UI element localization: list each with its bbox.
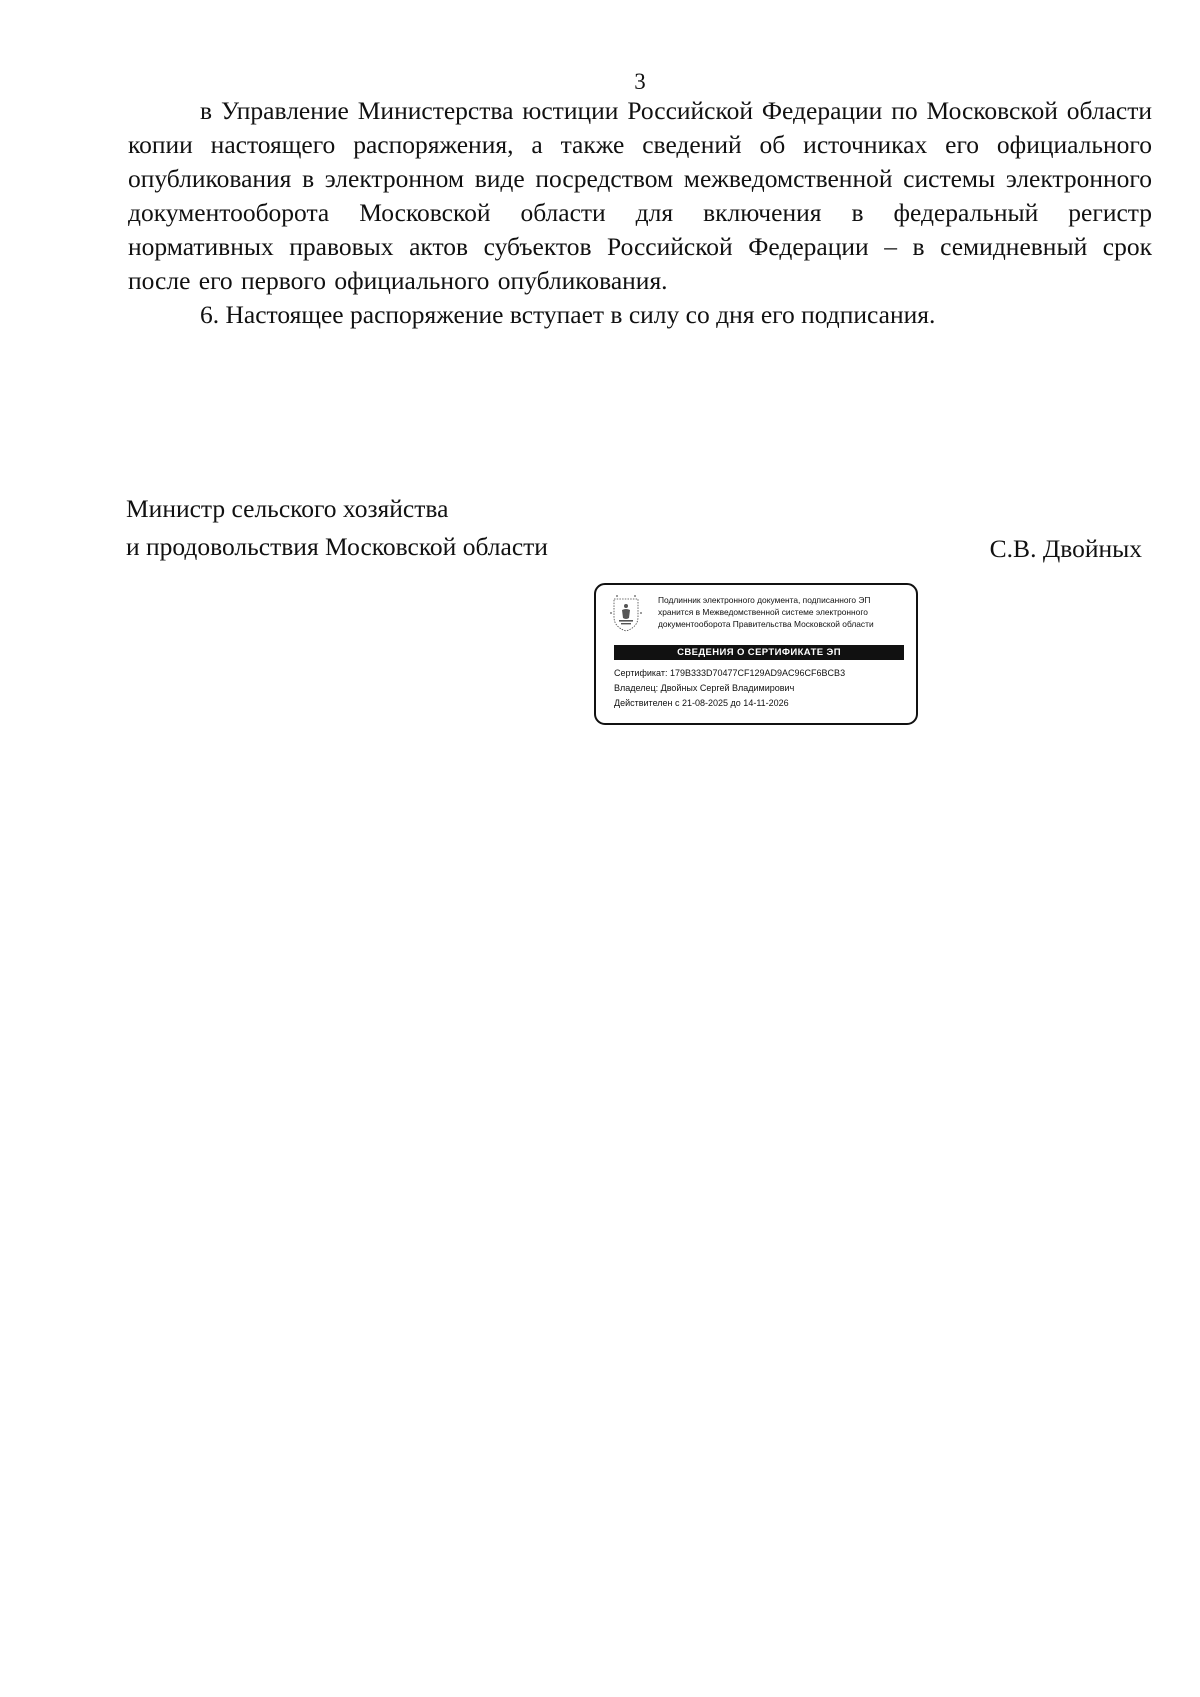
stamp-header-line-3: документооборота Правительства Московской области (658, 619, 874, 629)
stamp-header-line-1: Подлинник электронного документа, подписанного ЭП (658, 595, 871, 605)
signatory-title (126, 490, 548, 566)
certificate-number: Сертификат: 179B333D70477CF129AD9AC96CF6BCB3 (614, 668, 846, 678)
paragraph-effective-date: 6. Настоящее распоряжение вступает в силу со дня его подписания. (200, 300, 936, 329)
page-number: 3 (634, 69, 646, 94)
moscow-region-coat-of-arms-icon (608, 593, 644, 633)
electronic-signature-stamp (594, 583, 918, 725)
signatory-title-line-2: и продовольствия Московской области (126, 532, 548, 561)
certificate-validity: Действителен с 21-08-2025 до 14-11-2026 (614, 698, 789, 708)
certificate-owner: Владелец: Двойных Сергей Владимирович (614, 683, 795, 693)
signatory-name: С.В. Двойных (989, 534, 1142, 563)
document-body (128, 94, 1152, 332)
signatory-title-line-1: Министр сельского хозяйства (126, 494, 449, 523)
stamp-header-line-2: хранится в Межведомственной системе электронного (658, 607, 868, 617)
stamp-header (658, 594, 913, 630)
certificate-details (614, 666, 914, 711)
certificate-info-bar: СВЕДЕНИЯ О СЕРТИФИКАТЕ ЭП (614, 645, 904, 660)
paragraph-publication-notice: в Управление Министерства юстиции Российской Федерации по Московской области копии настоящего распоряжения, а также сведений об источниках его официального опубликования в электронном виде посредством межведомственной системы электронного документооборота Московской области для включения в федеральный регистр нормативных правовых актов субъектов Российской Федерации – в семидневный срок после его первого официального опубликования. (128, 96, 1152, 295)
